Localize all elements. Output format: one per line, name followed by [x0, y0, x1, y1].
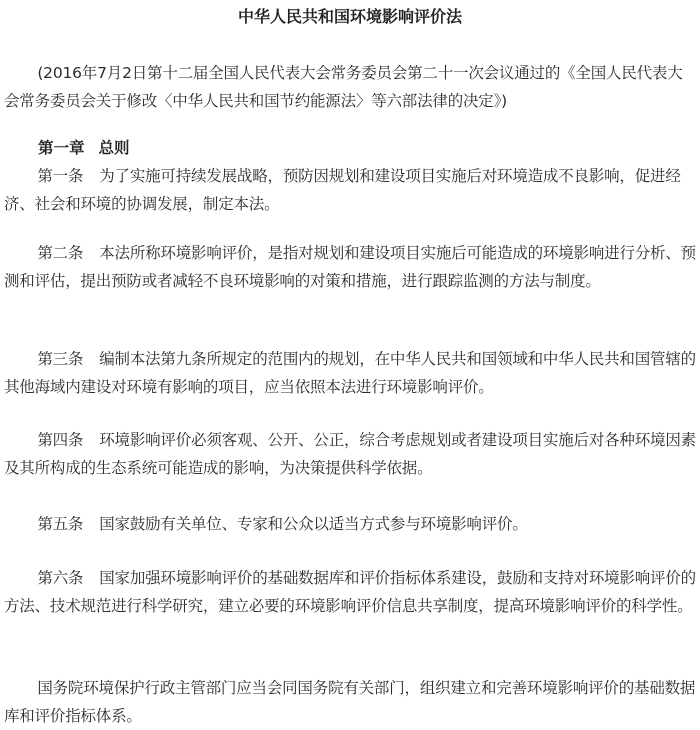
article-label: 第一条 [37, 167, 84, 185]
article-5 [4, 510, 696, 538]
article-text: 环境影响评价必须客观、公开、公正，综合考虑规划或者建设项目实施后对各种环境因素及其所构成的生态系统可能造成的影响，为决策提供科学依据。 [4, 431, 696, 477]
article-text: 为了实施可持续发展战略，预防因规划和建设项目实施后对环境造成不良影响，促进经济、社会和环境的协调发展，制定本法。 [4, 167, 681, 213]
article-text: 本法所称环境影响评价，是指对规划和建设项目实施后可能造成的环境影响进行分析、预测和评估，提出预防或者减轻不良环境影响的对策和措施，进行跟踪监测的方法与制度。 [4, 244, 696, 290]
chapter-number: 第一章 [38, 139, 85, 157]
article-label: 第四条 [37, 431, 84, 449]
article-label: 第六条 [37, 569, 84, 587]
amendment-note: (2016年7月2日第十二届全国人民代表大会常务委员会第二十一次会议通过的《全国人民代表大会常务委员会关于修改〈中华人民共和国节约能源法〉等六部法律的决定》) [4, 64, 683, 110]
article-1 [4, 162, 696, 218]
article-text: 国家鼓励有关单位、专家和公众以适当方式参与环境影响评价。 [99, 515, 528, 533]
article-label: 第三条 [37, 350, 84, 368]
article-text: 国家加强环境影响评价的基础数据库和评价指标体系建设，鼓励和支持对环境影响评价的方法、技术规范进行科学研究，建立必要的环境影响评价信息共享制度，提高环境影响评价的科学性。 [4, 569, 696, 615]
closing-paragraph: 国务院环境保护行政主管部门应当会同国务院有关部门，组织建立和完善环境影响评价的基础数据库和评价指标体系。 [4, 679, 696, 725]
article-3 [4, 345, 696, 401]
article-label: 第五条 [37, 515, 84, 533]
article-label: 第二条 [37, 244, 84, 262]
article-6 [4, 564, 696, 620]
document-title: 中华人民共和国环境影响评价法 [237, 7, 462, 26]
chapter-name: 总则 [98, 139, 130, 157]
article-text: 编制本法第九条所规定的范围内的规划，在中华人民共和国领域和中华人民共和国管辖的其他海域内建设对环境有影响的项目，应当依照本法进行环境影响评价。 [4, 350, 696, 396]
article-2 [4, 239, 696, 295]
chapter-heading [38, 134, 130, 162]
article-4 [4, 426, 696, 482]
